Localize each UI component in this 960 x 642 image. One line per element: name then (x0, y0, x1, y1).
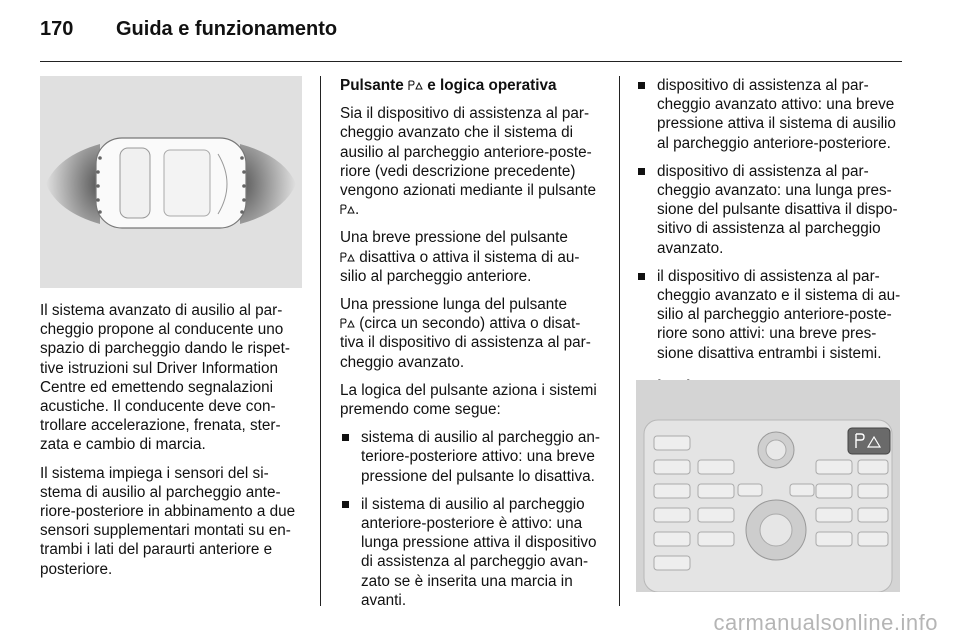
parking-assist-button-icon (408, 80, 423, 91)
paragraph: Il sistema impiega i sensori del si- stema di ausilio al parcheggio ante- riore-posteriore in abbinamento a due sensori supplementari montati su en- trambi i lati del paraurti anteriore e posteriore. (40, 464, 296, 578)
bullet-list (636, 76, 902, 363)
paragraph-text: Sia il dispositivo di assistenza al par- cheggio avanzato che il sistema di ausilio al parcheggio anteriore-poste- riore (vedi descrizione precedente) vengono azionati mediante il pulsante (340, 105, 596, 200)
list-item (340, 428, 605, 486)
page-header (40, 18, 902, 48)
paragraph-text: Una pressione lunga del pulsante (340, 296, 568, 314)
column-left (40, 301, 305, 588)
parking-assist-button-icon (340, 252, 355, 263)
header-divider (40, 61, 902, 62)
list-item (636, 162, 902, 258)
list-item (636, 267, 902, 363)
paragraph: La logica del pulsante aziona i sistemi premendo come segue: (340, 381, 597, 419)
bullet-marker (342, 501, 349, 508)
paragraph (340, 295, 605, 372)
bullet-list (340, 428, 605, 610)
car-sensor-illustration (40, 76, 302, 288)
page-number: 170 (40, 18, 74, 40)
list-item-text: il dispositivo di assistenza al par- cheggio avanzato e il sistema di au- silio al parcheggio anteriore-poste- riore sono attivi: una breve pres- sione disattiva entrambi i sistemi. (657, 267, 901, 362)
parking-assist-button-icon (340, 318, 355, 329)
paragraph-text: (circa un secondo) attiva o disat- tiva il dispositivo di assistenza al par- cheggio avanzato. (340, 315, 591, 371)
paragraph (340, 228, 605, 286)
bullet-marker (638, 168, 645, 175)
section-title: Guida e funzionamento (116, 18, 338, 40)
parking-assist-button-icon (340, 204, 355, 215)
column-divider (320, 76, 321, 606)
subheading-text: e logica operativa (427, 77, 557, 94)
column-divider (619, 76, 620, 606)
bullet-marker (638, 273, 645, 280)
column-middle (340, 76, 605, 619)
list-item (636, 76, 902, 153)
paragraph (340, 104, 605, 219)
paragraph-text: disattiva o attiva il sistema di au- silio al parcheggio anteriore. (340, 248, 580, 285)
list-item-text: dispositivo di assistenza al par- cheggio avanzato: una lunga pres- sione del pulsante disattiva il dispo- sitivo di assistenza al parcheggio avanzato. (657, 162, 898, 257)
watermark: carmanualsonline.info (713, 610, 938, 635)
list-item (340, 495, 605, 610)
subheading (340, 76, 605, 95)
bullet-marker (638, 82, 645, 89)
list-item-text: dispositivo di assistenza al par- cheggio avanzato attivo: una breve pressione attiva il sistema di ausilio al parcheggio anteriore-posteriore. (657, 77, 896, 152)
list-item-text: il sistema di ausilio al parcheggio anteriore-posteriore è attivo: una lunga pressione attiva il dispositivo di assistenza al parcheggio avan- zato se è inserita una marcia in avanti. (361, 495, 597, 609)
center-console-illustration (636, 380, 900, 592)
list-item-text: sistema di ausilio al parcheggio an- teriore-posteriore attivo: una breve pressione del pulsante lo disattiva. (361, 429, 600, 485)
paragraph-text: . (355, 201, 360, 219)
paragraph-text: Una breve pressione del pulsante (340, 229, 568, 247)
subheading-text: Pulsante (340, 77, 404, 94)
bullet-marker (342, 434, 349, 441)
column-right (636, 76, 902, 405)
paragraph: Il sistema avanzato di ausilio al par- cheggio propone al conducente uno spazio di parcheggio dando le rispet- tive istruzioni sul Driver Information Centre ed emettendo segnalazioni acustiche. Il conducente deve con- trollare accelerazione, frenata, ster- zata e cambio di marcia. (40, 302, 291, 454)
